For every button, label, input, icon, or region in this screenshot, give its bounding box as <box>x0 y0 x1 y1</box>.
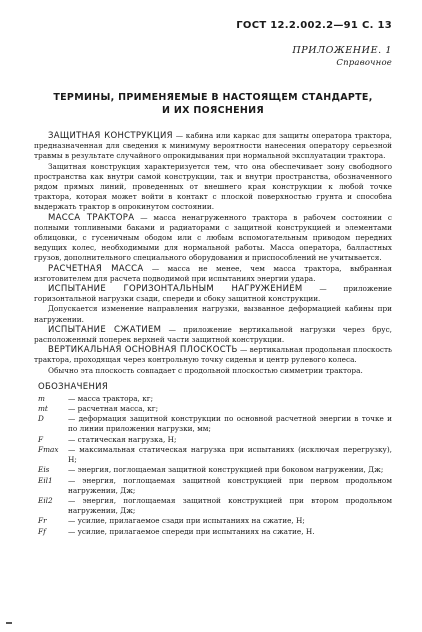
symbol: D <box>38 414 44 424</box>
term: ЗАЩИТНАЯ КОНСТРУКЦИЯ <box>48 131 173 141</box>
symbol: mt <box>38 404 48 414</box>
definitions-list <box>34 394 392 537</box>
paragraph-text: Допускается изменение направления нагрузки, вызванное деформацией кабины при нагружении. <box>34 304 392 324</box>
symbol-meaning: — энергия, поглощаемая защитной конструкцией при втором продольном нагружении, Дж; <box>68 495 392 516</box>
paragraph <box>34 325 392 345</box>
definition-row <box>34 404 392 414</box>
page-header: ГОСТ 12.2.002.2—91 С. 13 <box>236 20 392 31</box>
definition-row <box>34 496 392 516</box>
term: ИСПЫТАНИЕ СЖАТИЕМ <box>48 324 162 335</box>
section-title-line-1: ТЕРМИНЫ, ПРИМЕНЯЕМЫЕ В НАСТОЯЩЕМ СТАНДАРТЕ, <box>53 92 373 103</box>
section-title-line-2: И ИХ ПОЯСНЕНИЯ <box>161 105 264 116</box>
document-body <box>34 131 392 376</box>
term-definition: — приложение горизонтальной нагрузки сзади, спереди и сбоку защитной конструкции. <box>34 284 392 304</box>
term-definition: — кабина или каркас для защиты оператора трактора, предназначенная для сведения к минимуму вероятности нанесения оператору серьезной травмы в результате случайного опрокидывания при нормальной эксплуатации трактора. <box>34 131 392 161</box>
term-definition: — вертикальная продольная плоскость трактора, проходящая через контрольную точку сиденья и центр рулевого колеса. <box>34 345 392 365</box>
term: ИСПЫТАНИЕ ГОРИЗОНТАЛЬНЫМ НАГРУЖЕНИЕМ <box>48 284 303 295</box>
term-definition: — масса не менее, чем масса трактора, выбранная изготовителем для расчета подводимой при испытаниях энергии удара. <box>34 263 392 283</box>
section-title <box>34 91 392 117</box>
term: МАССА ТРАКТОРА <box>48 212 135 223</box>
paragraph <box>34 131 392 162</box>
definition-row <box>34 445 392 465</box>
definition-row <box>34 435 392 445</box>
paragraph <box>34 284 392 304</box>
definition-row <box>34 465 392 475</box>
paragraph <box>34 304 392 324</box>
definition-row <box>34 394 392 404</box>
symbol: Eil1 <box>38 475 53 485</box>
symbol-meaning: — энергия, поглощаемая защитной конструкцией при первом продольном нагружении, Дж; <box>68 475 392 495</box>
symbol: Fmax <box>38 444 59 454</box>
appendix-title: ПРИЛОЖЕНИЕ. 1 <box>292 45 392 56</box>
definition-row <box>34 527 392 537</box>
symbol: Eis <box>38 465 50 475</box>
paragraph-text: Защитная конструкция характеризуется тем, что она обеспечивает зону свободного пространства как внутри самой конструкции, так и внутри пространства, обозначенного рядом прямых линий, проведенных от внешнего края конструкции к любой точке трактора, которая может войти в контакт с плоской поверхностью грунта и способна выдержать трактор в опрокинутом состоянии. <box>34 161 392 212</box>
paragraph <box>34 162 392 213</box>
symbol: Ff <box>38 526 46 536</box>
term: ВЕРТИКАЛЬНАЯ ОСНОВНАЯ ПЛОСКОСТЬ <box>48 345 238 356</box>
symbol: Eil2 <box>38 495 53 505</box>
symbol-meaning: — усилие, прилагаемое спереди при испытаниях на сжатие, Н. <box>68 526 315 536</box>
symbol-meaning: — расчетная масса, кг; <box>68 404 159 414</box>
definition-row <box>34 476 392 496</box>
symbol-meaning: — масса трактора, кг; <box>68 393 154 403</box>
definitions-title: ОБОЗНАЧЕНИЯ <box>38 381 109 392</box>
paragraph <box>34 345 392 365</box>
appendix-label <box>34 45 392 69</box>
paragraph <box>34 264 392 284</box>
definition-row <box>34 414 392 434</box>
symbol-meaning: — деформация защитной конструкции по основной расчетной энергии в точке и по линии приложения нагрузки, мм; <box>68 414 392 434</box>
symbol: Fr <box>38 516 47 526</box>
scan-mark <box>6 622 12 624</box>
paragraph <box>34 213 392 264</box>
symbol-meaning: — усилие, прилагаемое сзади при испытаниях на сжатие, Н; <box>68 516 305 526</box>
term-definition: — приложение вертикальной нагрузки через брус, расположенный поперек верхней части защитной конструкции. <box>34 324 392 345</box>
paragraph-text: Обычно эта плоскость совпадает с продольной плоскостью симметрии трактора. <box>48 365 363 375</box>
symbol-meaning: — максимальная статическая нагрузка при испытаниях (исключая перегрузку), Н; <box>68 444 392 465</box>
appendix-subtitle: Справочное <box>336 58 392 68</box>
symbol: m <box>38 393 45 403</box>
term: РАСЧЕТНАЯ МАССА <box>48 263 144 274</box>
symbol: F <box>38 434 44 444</box>
term-definition: — масса ненагруженного трактора в рабочем состоянии с полными топливными баками и радиаторами с защитной конструкцией и элементами облицовки, с гусеничным ободом или с любым вспомогательным приводом передних ведущих колес, необходимыми для нормальной работы. Масса оператора, балластных грузов, дополнительного специального оборудования и приспособлений не учитывается. <box>34 212 392 263</box>
paragraph <box>34 366 392 376</box>
definition-row <box>34 516 392 526</box>
symbol-meaning: — статическая нагрузка, Н; <box>68 434 177 444</box>
symbol-meaning: — энергия, поглощаемая защитной конструкцией при боковом нагружении, Дж; <box>68 465 384 475</box>
